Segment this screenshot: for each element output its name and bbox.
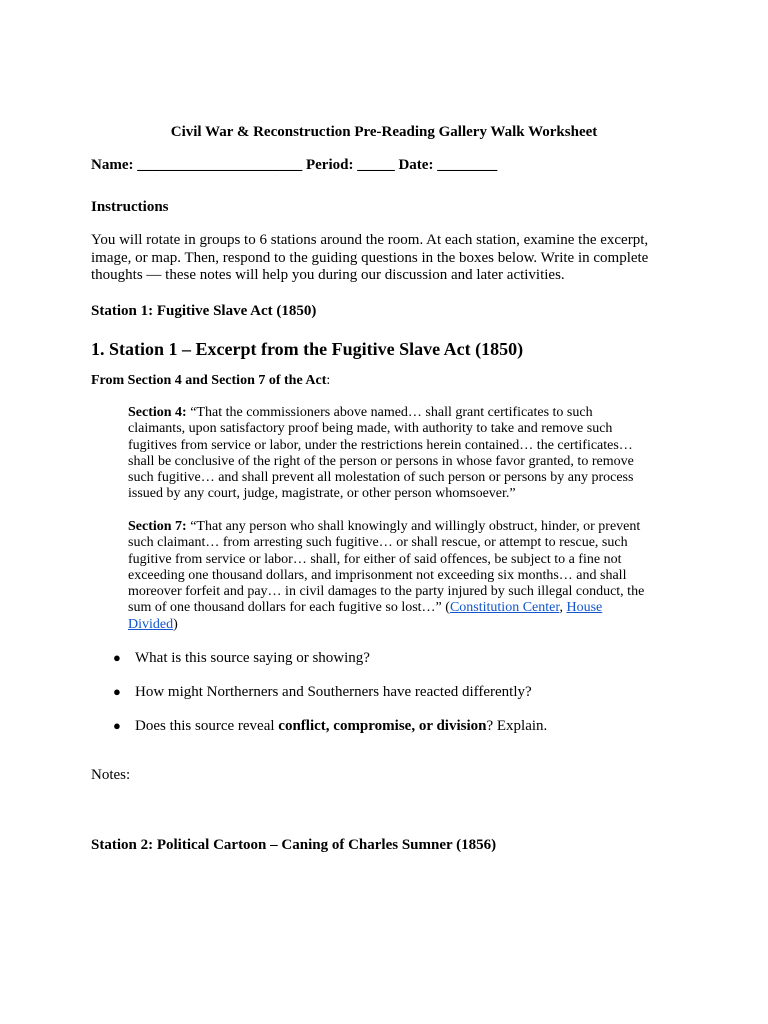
station-1-label: Station 1: Fugitive Slave Act (1850): [91, 303, 317, 319]
bullet-icon: ●: [113, 650, 121, 665]
period-label: Period:: [305, 157, 354, 173]
name-blank: ______________________: [137, 157, 303, 173]
excerpt-source-label: From Section 4 and Section 7 of the Act: [91, 373, 327, 388]
section-4-text: “That the commissioners above named… shall grant certificates to such claimants, upon satisfactory proof being made, with authority to take and remove such fugitives from service or labor, under the restrictions herein contained… the certificates… shall be conclusive of the right of the person or persons in whose favor granted, to remove such fugitive… and shall prevent all molestation of such person or persons by any process issued by any court, judge, magistrate, or other person whomsoever.”: [128, 405, 634, 502]
constitution-center-link[interactable]: Constitution Center: [449, 600, 560, 616]
bullet-icon: ●: [113, 718, 121, 733]
worksheet-title: Civil War & Reconstruction Pre-Reading Gallery Walk Worksheet: [170, 124, 598, 140]
citation-close: ): [173, 616, 178, 632]
station-2-label: Station 2: Political Cartoon – Caning of Charles Sumner (1856): [91, 837, 497, 853]
citation-open: (: [441, 600, 450, 616]
question-text: [135, 718, 547, 735]
question-text: What is this source saying or showing?: [135, 650, 370, 666]
period-blank: _____: [357, 157, 395, 173]
section-7-text: “That any person who shall knowingly and willingly obstruct, hinder, or prevent such claimant… from arresting such fugitive… or shall rescue, or attempt to rescue, such fugitive from service or labor… shall, for either of said offences, be subject to a fine not exceeding one thousand dollars, and imprisonment not exceeding six months… and shall moreover forfeit and pay… in civil damages to the party injured by such illegal conduct, the sum of one thousand dollars for each fugitive so lost…”: [128, 519, 645, 616]
question-text: How might Northerners and Southerners have reacted differently?: [135, 684, 532, 700]
section-4-label: Section 4:: [128, 405, 187, 420]
citation-separator: ,: [559, 600, 567, 616]
house-divided-link[interactable]: House Divided: [128, 600, 603, 632]
section-4-quote: [128, 405, 648, 503]
name-label: Name:: [91, 157, 134, 173]
section-7-quote: [128, 519, 648, 633]
bullet-icon: ●: [113, 684, 121, 699]
name-period-date-line: [91, 157, 497, 174]
station-1-heading: 1. Station 1 – Excerpt from the Fugitive Slave Act (1850): [91, 339, 524, 359]
section-7-label: Section 7:: [128, 519, 187, 534]
date-label: Date:: [398, 157, 434, 173]
date-blank: ________: [437, 157, 498, 173]
question-3-post: ? Explain.: [486, 718, 548, 734]
instructions-body: You will rotate in groups to 6 stations around the room. At each station, examine the excerpt, image, or map. Then, respond to the guiding questions in the boxes below. Write in complete thoughts — these notes will help you during our discussion and later activities.: [91, 232, 649, 283]
excerpt-source-line: [91, 373, 330, 389]
question-3-emphasis: conflict, compromise, or division: [278, 718, 487, 734]
instructions-heading: Instructions: [91, 199, 169, 215]
notes-label: Notes:: [91, 767, 131, 783]
excerpt-source-colon: :: [326, 373, 331, 388]
question-3-pre: Does this source reveal: [135, 718, 279, 734]
